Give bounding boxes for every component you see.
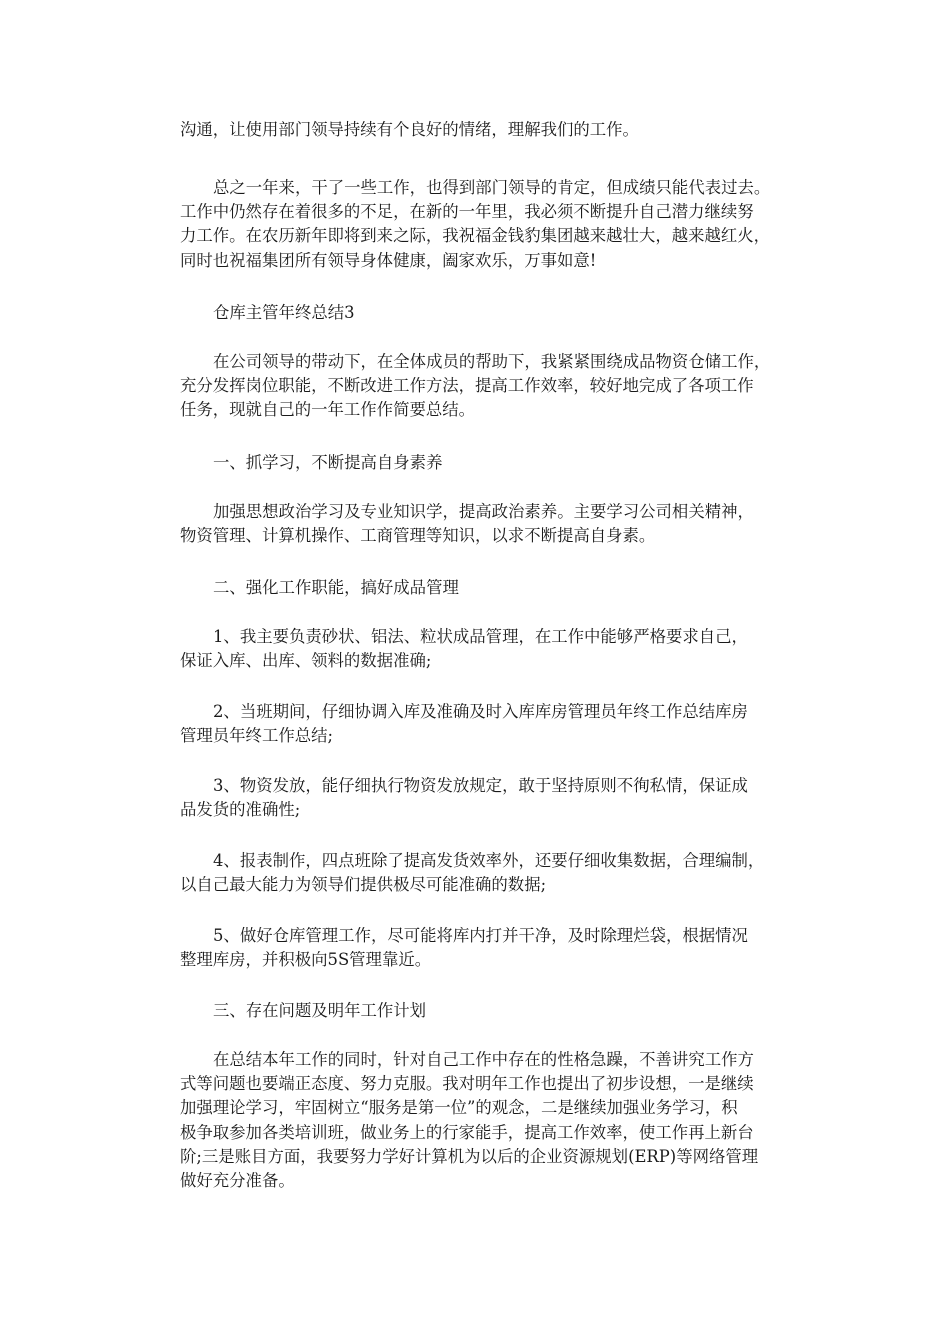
text-line: 物资管理、计算机操作、工商管理等知识，以求不断提高自身素。 (180, 526, 656, 546)
text-line: 以自己最大能力为领导们提供极尽可能准确的数据; (180, 875, 547, 895)
text-line: 在公司领导的带动下，在全体成员的帮助下，我紧紧围绕成品物资仓储工作， (213, 352, 771, 371)
item-3 (180, 774, 748, 822)
text-line: 二、强化工作职能，搞好成品管理 (213, 578, 459, 597)
section-title (180, 301, 355, 325)
text-line: 做好充分准备。 (180, 1170, 295, 1190)
text-line: 在总结本年工作的同时，针对自己工作中存在的性格急躁，不善讲究工作方 (213, 1050, 754, 1069)
text-line: 阶;三是账目方面，我要努力学好计算机为以后的企业资源规划(ERP)等网络管理 (180, 1146, 759, 1166)
text-line: 总之一年来，干了一些工作，也得到部门领导的肯定，但成绩只能代表过去。 (213, 178, 771, 197)
text-line: 5、做好仓库管理工作，尽可能将库内打并干净，及时除理烂袋，根据情况 (213, 926, 748, 945)
text-line: 充分发挥岗位职能，不断改进工作方法，提高工作效率，较好地完成了各项工作 (180, 376, 754, 396)
heading-1 (180, 451, 442, 475)
text-line: 三、存在问题及明年工作计划 (213, 1001, 427, 1020)
text-line: 工作中仍然存在着很多的不足，在新的一年里，我必须不断提升自己潜力继续努 (180, 202, 754, 222)
text-line: 加强思想政治学习及专业知识学，提高政治素养。主要学习公司相关精神， (213, 502, 754, 521)
text-line: 品发货的准确性; (180, 800, 301, 820)
text-line: 一、抓学习，不断提高自身素养 (213, 453, 443, 472)
text-line: 3、物资发放，能仔细执行物资发放规定，敢于坚持原则不徇私情，保证成 (213, 776, 748, 795)
text-line: 整理库房，并积极向5S管理靠近。 (180, 950, 432, 970)
heading-3 (180, 999, 426, 1023)
paragraph-3 (180, 350, 770, 423)
text-line: 2、当班期间，仔细协调入库及准确及时入库库房管理员年终工作总结库房 (213, 702, 748, 721)
text-line: 任务，现就自己的一年工作作简要总结。 (180, 400, 476, 420)
heading-2 (180, 576, 459, 600)
text-line: 4、报表制作，四点班除了提高发货效率外，还要仔细收集数据，合理编制， (213, 851, 765, 870)
text-line: 沟通，让使用部门领导持续有个良好的情绪，理解我们的工作。 (180, 120, 639, 139)
item-1 (180, 625, 748, 673)
text-line: 保证入库、出库、领料的数据准确; (180, 651, 432, 671)
item-5 (180, 924, 748, 972)
text-line: 极争取参加各类培训班，做业务上的行家能手，提高工作效率，使工作再上新台 (180, 1122, 754, 1142)
paragraph-2 (180, 176, 770, 273)
item-2 (180, 700, 748, 748)
text-line: 力工作。在农历新年即将到来之际，我祝福金钱豹集团越来越壮大，越来越红火， (180, 226, 771, 246)
text-line: 加强理论学习，牢固树立“服务是第一位”的观念，二是继续加强业务学习，积 (180, 1098, 738, 1118)
text-line: 1、我主要负责砂状、铝法、粒状成品管理，在工作中能够严格要求自己， (213, 627, 748, 646)
paragraph-1 (180, 118, 639, 142)
paragraph-5 (180, 1048, 758, 1193)
text-line: 同时也祝福集团所有领导身体健康，阖家欢乐，万事如意! (180, 250, 597, 270)
item-4 (180, 849, 764, 897)
text-line: 仓库主管年终总结3 (213, 303, 355, 322)
text-line: 式等问题也要端正态度、努力克服。我对明年工作也提出了初步设想，一是继续 (180, 1074, 754, 1094)
text-line: 管理员年终工作总结; (180, 726, 334, 746)
paragraph-4 (180, 500, 754, 548)
